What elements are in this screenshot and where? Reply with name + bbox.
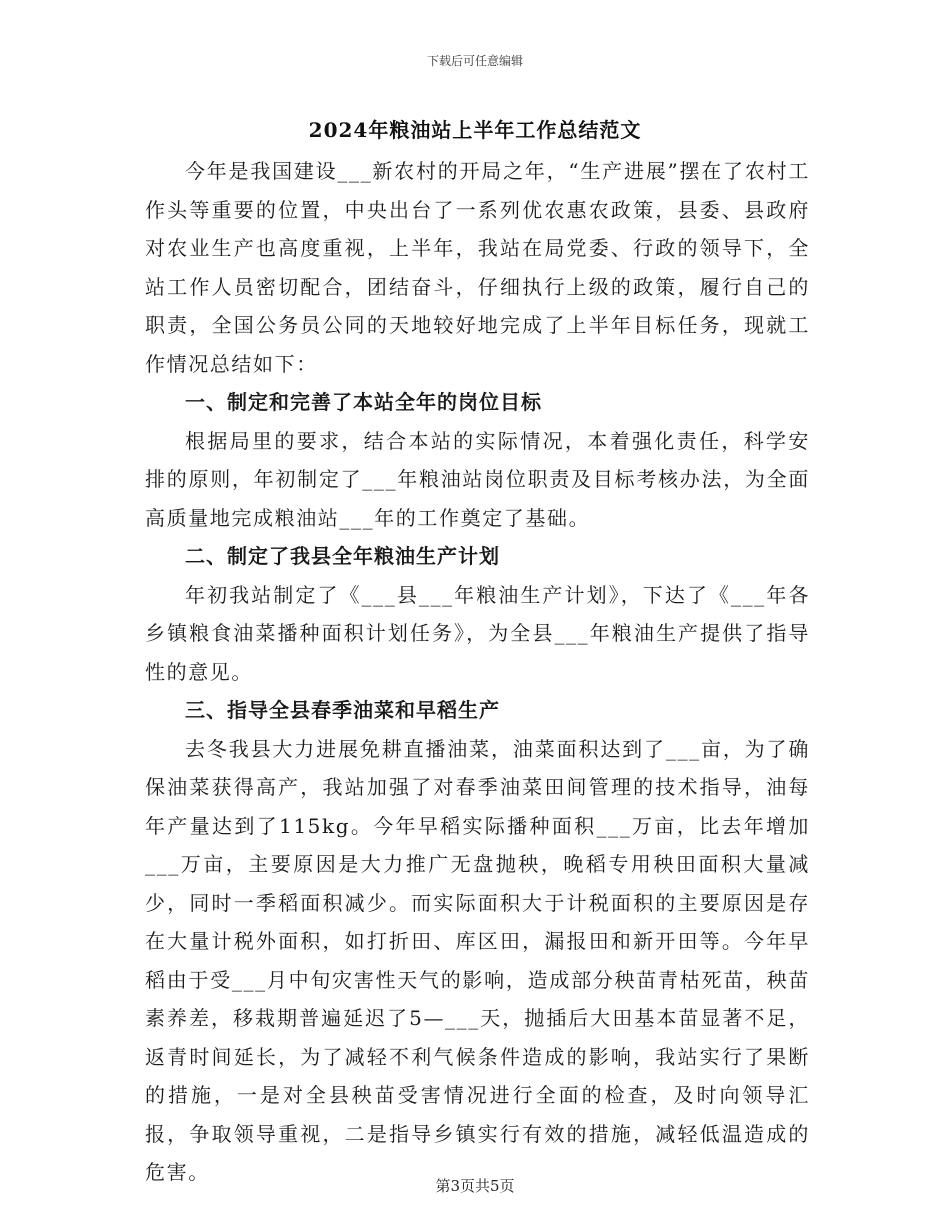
header-note: 下载后可任意编辑: [426, 54, 523, 68]
section-heading-2: 二、制定了我县全年粮油生产计划: [185, 544, 500, 568]
section-heading-1: 一、制定和完善了本站全年的岗位目标: [185, 390, 542, 414]
intro-paragraph: 今年是我国建设___新农村的开局之年，“生产进展”摆在了农村工作头等重要的位置，中央出台了一系列优农惠农政策，县委、县政府对农业生产也高度重视，上半年，我站在局党委、行政的领导下，全站工作人员密切配合，团结奋斗，仔细执行上级的政策，履行自己的职责，全国公务员公同的天地较好地完成了上半年目标任务，现就工作情况总结如下：: [145, 159, 810, 376]
page-number: 第3页共5页: [435, 1177, 515, 1195]
section-heading-3: 三、指导全县春季油菜和早稻生产: [185, 698, 500, 722]
section-paragraph-2: 年初我站制定了《___县___年粮油生产计划》，下达了《___年各乡镇粮食油菜播种面积计划任务》，为全县___年粮油生产提供了指导性的意见。: [145, 582, 810, 684]
section-paragraph-3: 去冬我县大力进展免耕直播油菜，油菜面积达到了___亩，为了确保油菜获得高产，我站加强了对春季油菜田间管理的技术指导，油每年产量达到了115kg。今年早稻实际播种面积___万亩，比去年增加___万亩，主要原因是大力推广无盘抛秧，晚稻专用秧田面积大量减少，同时一季稻面积减少。而实际面积大于计税面积的主要原因是存在大量计税外面积，如打折田、库区田，漏报田和新开田等。今年早稻由于受___月中旬灾害性天气的影响，造成部分秧苗青枯死苗，秧苗素养差，移栽期普遍延迟了5—___天，抛插后大田基本苗显著不足，返青时间延长，为了减轻不利气候条件造成的影响，我站实行了果断的措施，一是对全县秧苗受害情况进行全面的检查，及时向领导汇报，争取领导重视，二是指导乡镇实行有效的措施，减轻低温造成的危害。: [145, 736, 810, 1184]
section-paragraph-1: 根据局里的要求，结合本站的实际情况，本着强化责任，科学安排的原则，年初制定了___年粮油站岗位职责及目标考核办法，为全面高质量地完成粮油站___年的工作奠定了基础。: [145, 428, 810, 530]
document-body: [145, 152, 810, 1192]
document-title: 2024年粮油站上半年工作总结范文: [308, 118, 642, 142]
